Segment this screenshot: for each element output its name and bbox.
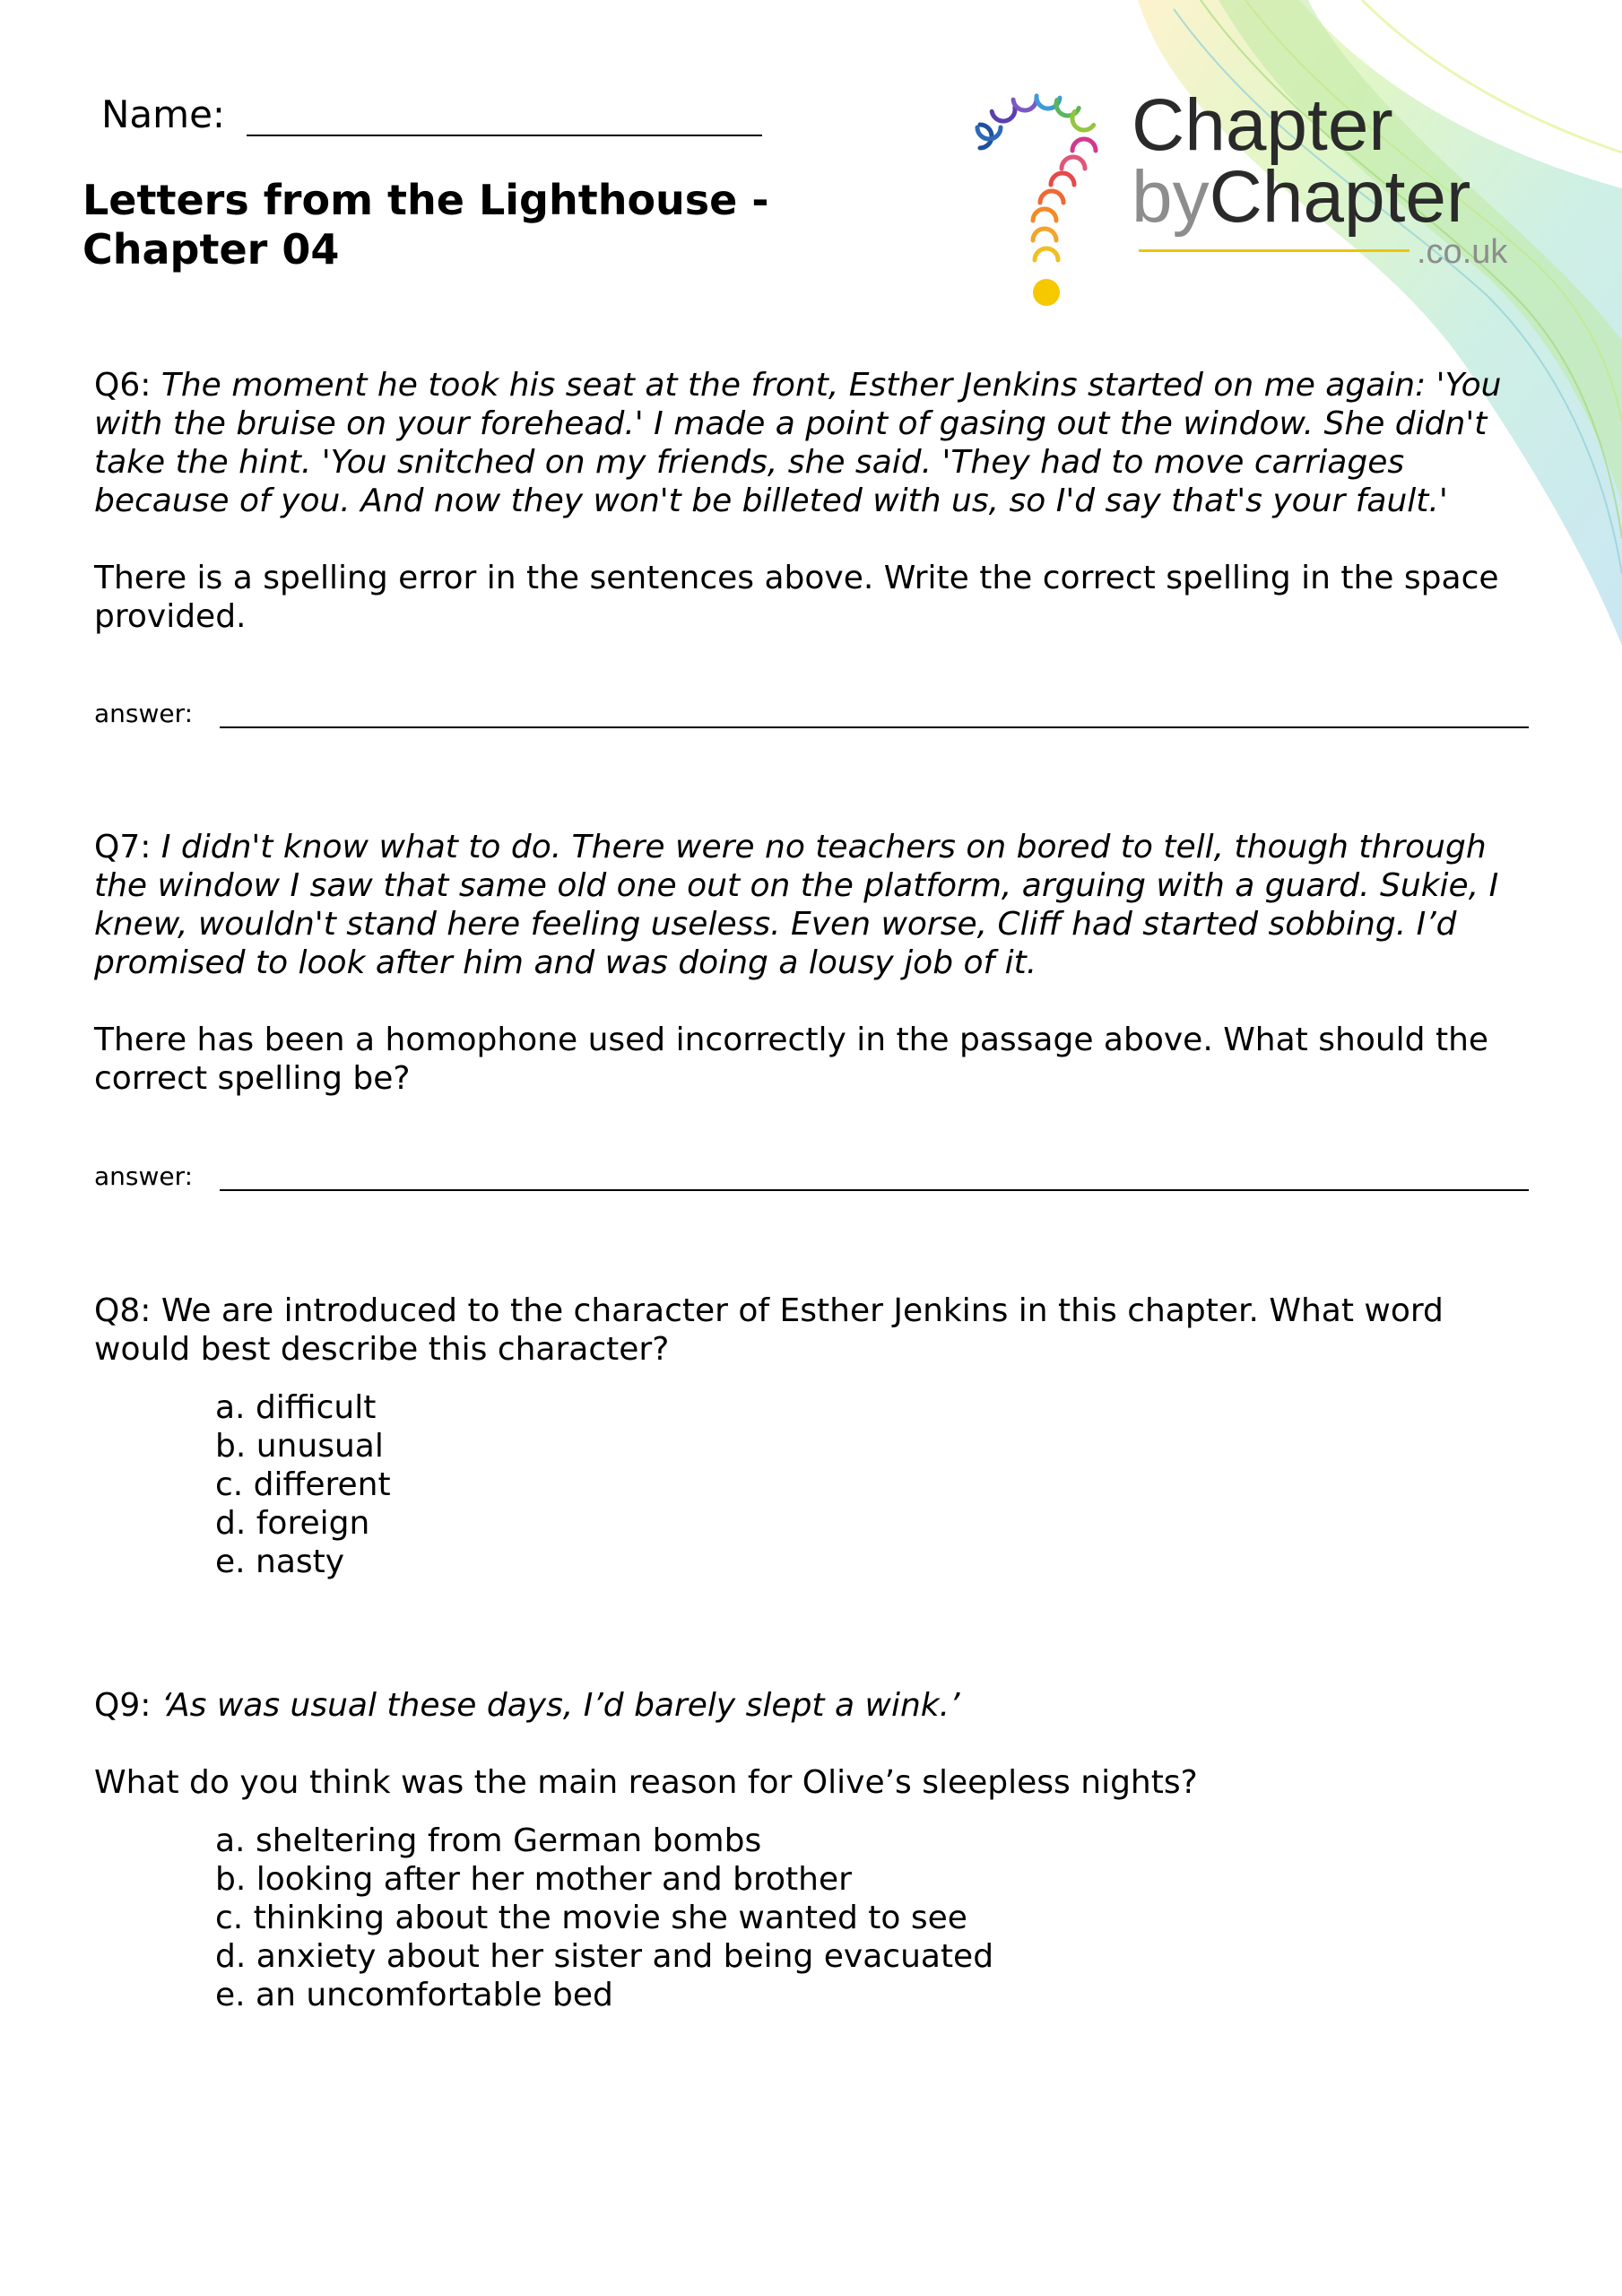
option-a[interactable]: a. sheltering from German bombs <box>215 1822 762 1859</box>
logo-question-mark-icon <box>950 45 1130 314</box>
question-number: Q7: <box>94 829 152 865</box>
answer-label: answer: <box>94 699 194 728</box>
question-6 <box>94 366 1529 636</box>
logo-word-chapter: Chapter <box>1132 84 1393 166</box>
question-8 <box>94 1292 1529 1581</box>
answer-line[interactable] <box>220 726 1529 728</box>
question-number: Q8: <box>94 1292 152 1329</box>
question-7-answer <box>94 1152 1529 1191</box>
option-b[interactable]: b. unusual <box>215 1428 384 1465</box>
option-c[interactable]: c. different <box>215 1466 391 1503</box>
option-d[interactable]: d. anxiety about her sister and being evacuated <box>215 1938 994 1975</box>
question-8-prompt: Q8: We are introduced to the character of Esther Jenkins in this chapter. What word would best describe this character? <box>94 1292 1444 1368</box>
question-7-prompt: There has been a homophone used incorrectly in the passage above. What should the correct spelling be? <box>94 1022 1489 1097</box>
question-9-passage <box>94 1686 1529 1725</box>
question-7-passage <box>94 828 1529 982</box>
name-label: Name: <box>101 92 226 136</box>
question-6-answer <box>94 689 1529 728</box>
option-d[interactable]: d. foreign <box>215 1505 370 1542</box>
logo-word-bychapter: byChapter <box>1132 156 1471 238</box>
logo-domain: .co.uk <box>1417 233 1508 271</box>
page-title: Letters from the Lighthouse - Chapter 04 <box>82 176 769 274</box>
option-e[interactable]: e. nasty <box>215 1544 345 1580</box>
logo-underline <box>1139 249 1409 252</box>
question-7 <box>94 828 1529 1098</box>
answer-label: answer: <box>94 1161 194 1191</box>
passage-text: I didn't know what to do. There were no teachers on bored to tell, though through the window I saw that same old one out on the platform, arguing with a guard. Sukie, I knew, wouldn't stand here feeling useless. Even worse, Cliff had started sobbing. I’d promised to look after him and was doing a lousy job of it. <box>94 829 1499 981</box>
name-field <box>101 90 762 136</box>
passage-text: The moment he took his seat at the front, Esther Jenkins started on me again: 'You with the bruise on your forehead.' I made a point of gasing out the window. She didn't take the hint. 'You snitched on my friends, she said. 'They had to move carriages because of you. And now they won't be billeted with us, so I'd say that's your fault.' <box>94 367 1502 519</box>
question-number: Q6: <box>94 367 152 404</box>
question-9-options <box>94 1822 1529 2014</box>
option-b[interactable]: b. looking after her mother and brother <box>215 1861 852 1898</box>
question-8-options <box>94 1388 1529 1581</box>
question-number: Q9: <box>94 1687 152 1724</box>
logo-wordmark <box>1132 84 1544 271</box>
question-6-prompt: There is a spelling error in the sentences above. Write the correct spelling in the space provided. <box>94 560 1499 635</box>
option-c[interactable]: c. thinking about the movie she wanted to see <box>215 1900 967 1936</box>
question-9 <box>94 1686 1529 2014</box>
question-9-prompt: What do you think was the main reason for Olive’s sleepless nights? <box>94 1764 1198 1801</box>
option-e[interactable]: e. an uncomfortable bed <box>215 1977 613 2013</box>
name-answer-line[interactable] <box>247 90 762 136</box>
option-a[interactable]: a. difficult <box>215 1389 377 1426</box>
question-6-passage <box>94 366 1529 520</box>
passage-text: ‘As was usual these days, I’d barely slept a wink.’ <box>160 1687 960 1724</box>
answer-line[interactable] <box>220 1189 1529 1191</box>
